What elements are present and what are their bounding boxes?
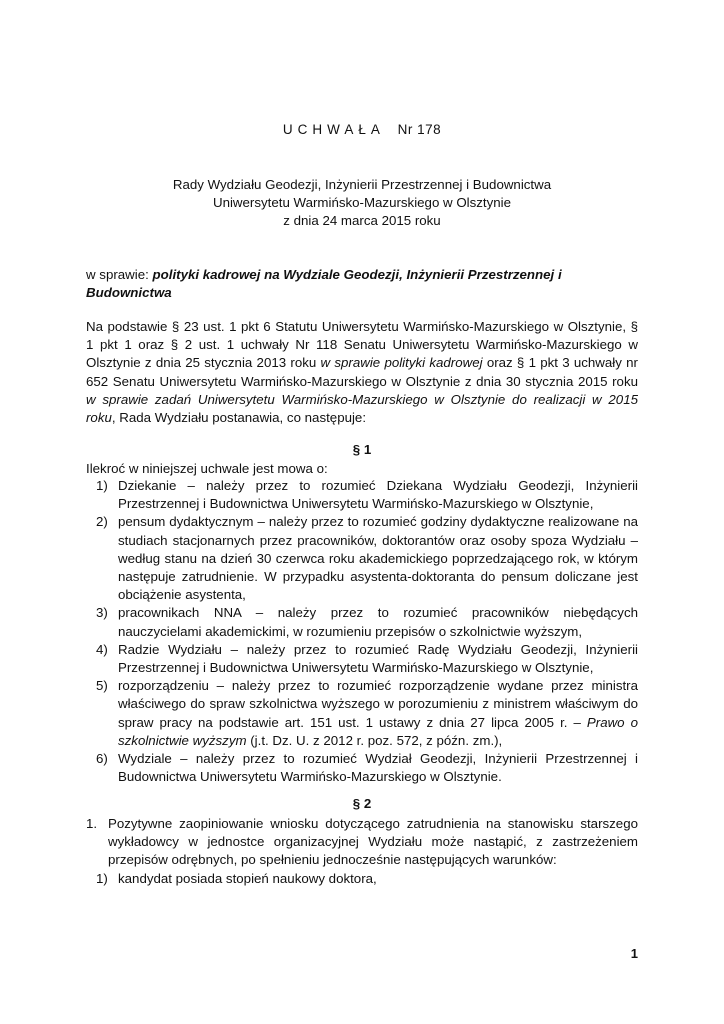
item-number: 1) — [96, 478, 108, 493]
section-1-heading: § 1 — [352, 442, 372, 457]
list-item — [96, 870, 638, 888]
item-number: 3) — [96, 605, 108, 621]
preamble — [86, 318, 638, 427]
item-number: 1. — [86, 816, 98, 831]
subject-text: polityki kadrowej na Wydziale Geodezji, Inżynierii Przestrzennej i Budownictwa — [86, 267, 562, 301]
item-text: pensum dydaktycznym – należy przez to rozumieć godziny dydaktyczne realizowane na studiach stacjonarnych przez pracowników, doktorantów oraz osoby spoza Wydziału – według stanu na dzień 30 czerwca roku akademickiego poprzedzającego rok, w którym następuje zatrudnienie. W przypadku asystenta-doktoranta do pensum doliczane jest obciążenie asystenta, — [118, 514, 638, 603]
subject-prefix: w sprawie: — [86, 267, 153, 282]
list-item — [96, 477, 638, 513]
preamble-italic-2: w sprawie zadań Uniwersytetu Warmińsko-Mazurskiego w Olsztynie do realizacji w 2015 roku — [86, 391, 638, 426]
item-text: Wydziale – należy przez to rozumieć Wydział Geodezji, Inżynierii Przestrzennej i Budownictwa Uniwersytetu Warmińsko-Mazurskiego w Olsztynie. — [118, 751, 638, 785]
resolution-title — [86, 122, 638, 137]
item-number: 4) — [96, 641, 108, 657]
item-italic: Prawo o szkolnictwie wyższym — [118, 714, 638, 748]
list-item — [96, 513, 638, 604]
section-1-intro: Ilekroć w niniejszej uchwale jest mowa o: — [86, 461, 328, 476]
item-text: kandydat posiada stopień naukowy doktora, — [118, 871, 377, 886]
preamble-italic-1: w sprawie polityki kadrowej — [320, 355, 483, 371]
item-number: 5) — [96, 678, 108, 694]
item-text: pracownikach NNA – należy przez to rozumieć pracowników niebędących nauczycielami akademickimi, w rozumieniu przepisów o szkolnictwie wyższym, — [118, 605, 638, 639]
page-number: 1 — [630, 946, 638, 961]
item-text: rozporządzeniu – należy przez to rozumieć rozporządzenie wydane przez ministra właściwego do spraw szkolnictwa wyższego w porozumieniu z ministrem właściwym do spraw pracy na podstawie art. 151 ust. 1 ustawy z dnia 27 lipca 2005 r. – — [118, 678, 638, 730]
preamble-part-1: Na podstawie § 23 ust. 1 pkt 6 Statutu Uniwersytetu Warmińsko-Mazurskiego w Olsztynie, § 1 pkt 1 oraz § 2 ust. 1 uchwały Nr 118 Senatu Uniwersytetu Warmińsko-Mazurskiego w Olsztynie z dnia 25 stycznia 2013 roku — [86, 319, 638, 371]
issuer-line-2: Uniwersytetu Warmińsko-Mazurskiego w Olsztynie — [212, 195, 512, 211]
subject-line — [86, 266, 638, 302]
item-text: Radzie Wydziału – należy przez to rozumieć Radę Wydziału Geodezji, Inżynierii Przestrzennej i Budownictwa Uniwersytetu Warmińsko-Mazurskiego w Olsztynie, — [118, 641, 638, 676]
list-item — [96, 677, 638, 750]
item-number: 6) — [96, 751, 108, 767]
list-item — [96, 750, 638, 786]
list-item — [96, 604, 638, 640]
list-item — [96, 641, 638, 677]
preamble-part-3: , Rada Wydziału postanawia, co następuje: — [111, 410, 367, 426]
item-number: 2) — [96, 514, 108, 530]
section-2-sublist — [96, 870, 638, 888]
section-1-list — [96, 477, 638, 786]
title-word: UCHWAŁA — [282, 122, 385, 137]
item-number: 1) — [96, 871, 108, 886]
section-2-list — [86, 815, 638, 870]
date-line: z dnia 24 marca 2015 roku — [283, 213, 441, 229]
item-text: Pozytywne zaopiniowanie wniosku dotyczącego zatrudnienia na stanowisku starszego wykładowcy w jednostce organizacyjnej Wydziału może nastąpić, z zastrzeżeniem przepisów odrębnych, po spełnieniu jednocześnie następujących warunków: — [108, 816, 638, 868]
section-2-heading: § 2 — [352, 796, 372, 811]
list-item — [86, 815, 638, 870]
item-tail: (j.t. Dz. U. z 2012 r. poz. 572, z późn. zm.), — [246, 732, 503, 748]
issuer-line-1: Rady Wydziału Geodezji, Inżynierii Przestrzennej i Budownictwa — [172, 177, 552, 192]
title-number: Nr 178 — [397, 122, 442, 137]
item-text: Dziekanie – należy przez to rozumieć Dziekana Wydziału Geodezji, Inżynierii Przestrzennej i Budownictwa Uniwersytetu Warmińsko-Mazurskiego w Olsztynie, — [118, 478, 638, 512]
issuer-block — [86, 176, 638, 231]
preamble-part-2: oraz § 1 pkt 3 uchwały nr 652 Senatu Uniwersytetu Warmińsko-Mazurskiego w Olsztynie z dnia 30 stycznia 2015 roku — [86, 355, 638, 389]
